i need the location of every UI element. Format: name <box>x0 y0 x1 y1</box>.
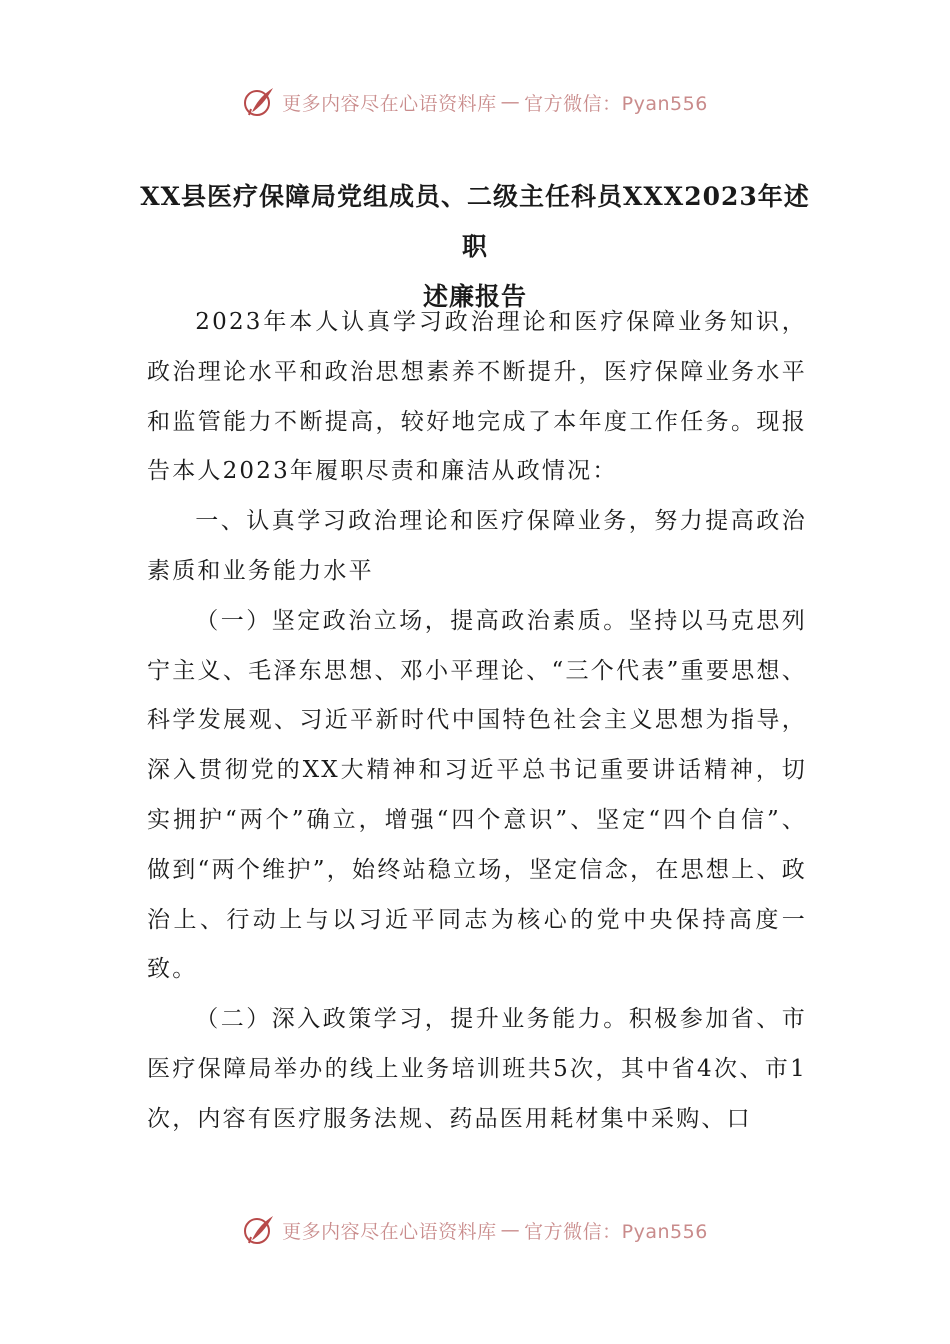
paragraph-political-stance: （一）坚定政治立场，提高政治素质。坚持以马克思列宁主义、毛泽东思想、邓小平理论、“三个代表”重要思想、科学发展观、习近平新时代中国特色社会主义思想为指导，深入贯彻党的XX大精神和习近平总书记重要讲话精神，切实拥护“两个”确立，增强“四个意识”、坚定“四个自信”、做到“两个维护”，始终站稳立场，坚定信念，在思想上、政治上、行动上与以习近平同志为核心的党中央保持高度一致。 <box>147 607 807 983</box>
watermark-contact: 官方微信：Pyan556 <box>524 92 708 115</box>
watermark-separator: — <box>500 1219 521 1241</box>
header-watermark <box>0 80 950 124</box>
paragraph-policy-study: （二）深入政策学习，提升业务能力。积极参加省、市医疗保障局举办的线上业务培训班共5次，其中省4次、市1次，内容有医疗服务法规、药品医用耗材集中采购、口 <box>147 1006 807 1132</box>
paragraph-intro: 2023年本人认真学习政治理论和医疗保障业务知识，政治理论水平和政治思想素养不断提升，医疗保障业务水平和监管能力不断提高，较好地完成了本年度工作任务。现报告本人2023年履职尽责和廉洁从政情况： <box>147 309 807 485</box>
footer-watermark <box>0 1208 950 1252</box>
title-line-2: 述廉报告 <box>422 282 527 311</box>
watermark-text: 更多内容尽在心语资料库 <box>282 1220 497 1243</box>
quill-pen-logo-icon <box>242 1213 276 1247</box>
document-body <box>147 298 807 1145</box>
watermark-separator: — <box>500 91 521 113</box>
watermark-contact: 官方微信：Pyan556 <box>524 1220 708 1243</box>
title-line-1: XX县医疗保障局党组成员、二级主任科员XXX2023年述职 <box>140 182 810 261</box>
quill-pen-logo-icon <box>242 85 276 119</box>
watermark-text: 更多内容尽在心语资料库 <box>282 92 497 115</box>
section-heading-1: 一、认真学习政治理论和医疗保障业务，努力提高政治素质和业务能力水平 <box>147 508 807 584</box>
